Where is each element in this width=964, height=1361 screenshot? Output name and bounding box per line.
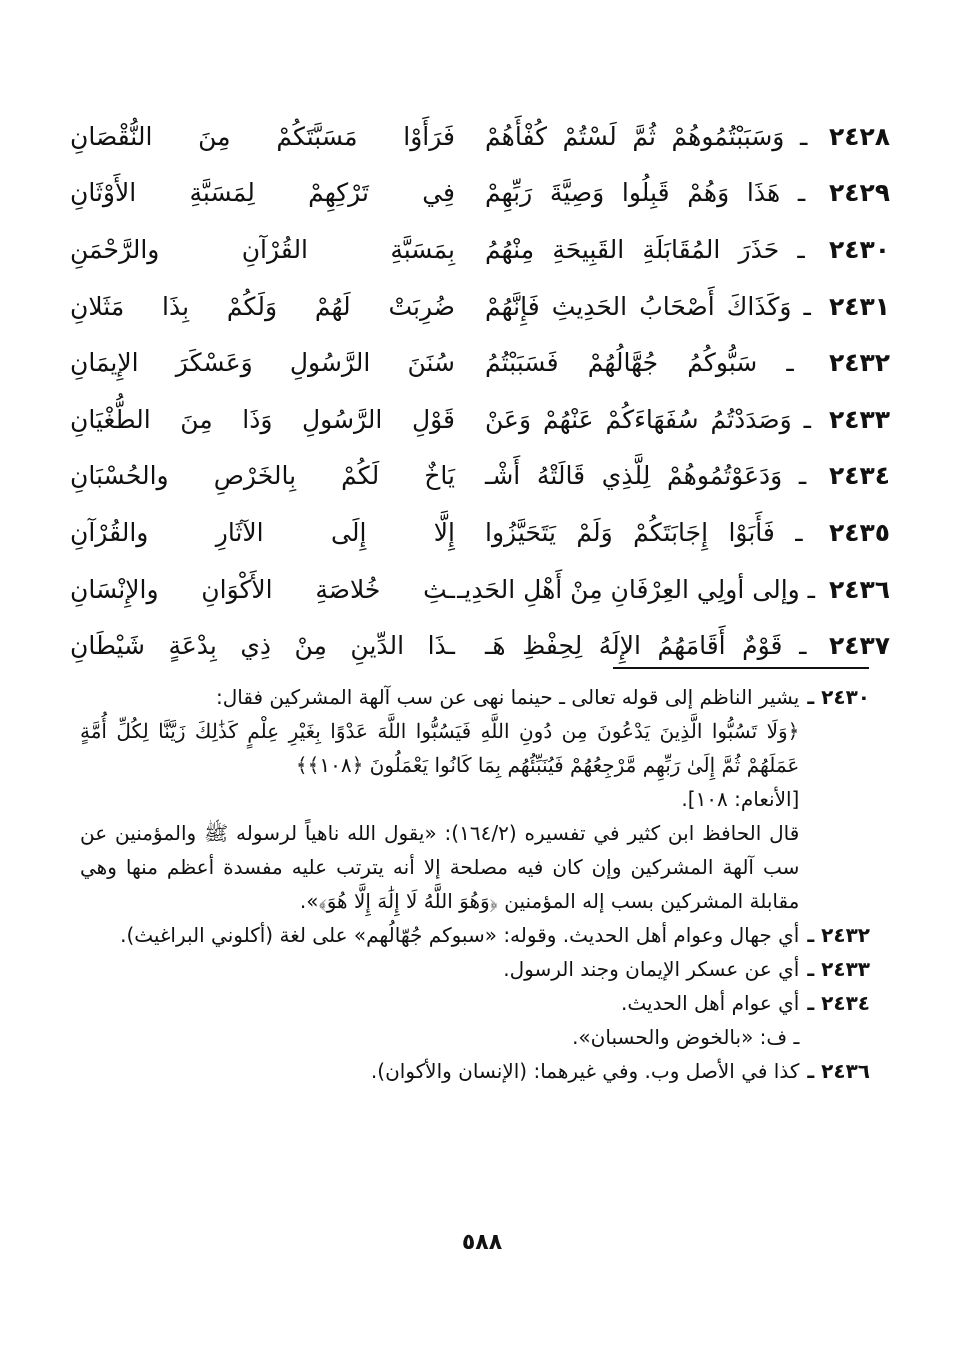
footnote	[80, 952, 870, 986]
second-hemistich: فَرَأَوْا مَسَبَّتَكُمْ مِنَ النُّقْصَانِ	[70, 121, 455, 151]
verse-number: ٢٤٢٨	[828, 121, 890, 151]
first-hemistich-text: وَصَدَدْتُمُ سُفَهَاءَكُمْ عَنْهُمْ وَعَنْ	[485, 404, 792, 434]
footnote-text: قال الحافظ ابن كثير في تفسيره (١٦٤/٢): «يقول الله ناهياً لرسوله ﷺ والمؤمنين عن سب آلهة المشركين وإن كان فيه مصلحة إلا أنه يترتب عليه مفسدة أعظم منها وهي مقابلة المشركين بسب إله المؤمنين ﴿وَهُوَ اللَّهُ لَا إِلَٰهَ إِلَّا هُوَ﴾».	[80, 821, 800, 913]
verse-number: ٢٤٣٢	[828, 348, 890, 378]
first-hemistich-text: وإلى أولِي العِرْفَانِ مِنْ أَهْلِ الحَدِيـ	[457, 574, 800, 604]
verse-line	[70, 504, 890, 561]
footnote-number: ٢٤٣٠ ـ	[807, 685, 870, 709]
second-hemistich: ـذَا الدِّينِ مِنْ ذِي بِدْعَةٍ شَيْطَانِ	[70, 631, 455, 661]
first-hemistich-text: هَذَا وَهُمْ قَبِلُوا وَصِيَّةَ رَبِّهِمْ	[485, 178, 781, 208]
verse-line	[70, 165, 890, 222]
first-hemistich: ٢٤٣٢ ـ سَبُّوكُمُ جُهَّالُهُمْ فَسَبَبْتُمُ	[485, 348, 890, 378]
quran-quote: ﴿وَلَا تَسُبُّوا الَّذِينَ يَدْعُونَ مِن دُونِ اللَّهِ فَيَسُبُّوا اللَّهَ عَدْوًا بِغَيْرِ عِلْمٍ كَذَٰلِكَ زَيَّنَّا لِكُلِّ أُمَّةٍ عَمَلَهُمْ ثُمَّ إِلَىٰ رَبِّهِم مَّرْجِعُهُمْ فَيُنَبِّئُهُم بِمَا كَانُوا يَعْمَلُونَ ﴿١٠٨﴾﴾	[80, 719, 800, 777]
verse-number: ٢٤٣١	[828, 291, 890, 321]
first-hemistich-text: سَبُّوكُمُ جُهَّالُهُمْ فَسَبَبْتُمُ	[485, 348, 758, 378]
first-hemistich: ٢٤٢٩ ـ هَذَا وَهُمْ قَبِلُوا وَصِيَّةَ رَبِّهِمْ	[485, 178, 890, 208]
second-hemistich: يَاخٌ لَكُمْ بِالخَرْصِ والحُسْبَانِ	[70, 461, 455, 491]
footnote-text: يشير الناظم إلى قوله تعالى ـ حينما نهى عن سب آلهة المشركين فقال:	[216, 685, 800, 709]
verse-line	[70, 561, 890, 618]
verse-line	[70, 108, 890, 165]
first-hemistich: ٢٤٣٦ ـ وإلى أولِي العِرْفَانِ مِنْ أَهْلِ الحَدِيـ	[457, 574, 890, 604]
footnote-text: أي عن عسكر الإيمان وجند الرسول.	[503, 957, 800, 981]
footnote	[80, 1054, 870, 1088]
verse-number: ٢٤٣٧	[828, 631, 891, 661]
first-hemistich: ٢٤٣٧ ـ قَوْمٌ أَقَامَهُمُ الإِلَهُ لِحِفْظِ هَـ	[485, 631, 891, 661]
verse-number: ٢٤٣٣	[828, 404, 890, 434]
footnote-separator	[613, 667, 869, 669]
second-hemistich: فِي تَرْكِهِمْ لِمَسَبَّةِ الأَوْثَانِ	[70, 178, 455, 208]
footnote-number: ٢٤٣٤ ـ	[807, 991, 870, 1015]
footnote-text: كذا في الأصل وب. وفي غيرهما: (الإنسان والأكوان).	[370, 1059, 800, 1083]
verse-line	[70, 617, 890, 674]
first-hemistich-text: حَذَرَ المُقَابَلَةِ القَبِيحَةِ مِنْهُمُ	[485, 234, 780, 264]
verse-number: ٢٤٣٠	[828, 234, 891, 264]
second-hemistich: ضُرِبَتْ لَهُمْ وَلَكُمْ بِذَا مَثَلانِ	[70, 291, 455, 321]
first-hemistich-text: وَكَذَاكَ أَصْحَابُ الحَدِيثِ فَإِنَّهُمْ	[485, 291, 792, 321]
verse-number: ٢٤٣٥	[828, 517, 891, 547]
verse-line	[70, 278, 890, 335]
first-hemistich: ٢٤٣١ ـ وَكَذَاكَ أَصْحَابُ الحَدِيثِ فَإِنَّهُمْ	[485, 291, 890, 321]
page-number: ٥٨٨	[461, 1230, 503, 1255]
second-hemistich: سُنَنَ الرَّسُولِ وَعَسْكَرَ الإِيمَانِ	[70, 348, 455, 378]
first-hemistich: ٢٤٣٤ ـ وَدَعَوْتُمُوهُمْ لِلَّذِي قَالَتْهُ أَشْـ	[485, 461, 891, 491]
footnote	[80, 986, 870, 1054]
second-hemistich: بِمَسَبَّةِ القُرْآنِ والرَّحْمَنِ	[70, 234, 455, 264]
footnote	[80, 680, 870, 918]
verse-line	[70, 221, 890, 278]
second-hemistich: ـثِ خُلاصَةِ الأَكْوَانِ والإِنْسَانِ	[70, 574, 455, 604]
poem	[70, 108, 890, 674]
footnotes	[80, 680, 870, 1088]
first-hemistich-text: وَسَبَبْتُمُوهُمْ ثُمَّ لَسْتُمْ كُفْأَهُمْ	[485, 121, 785, 151]
first-hemistich: ٢٤٣٥ ـ فَأَبَوْا إِجَابَتَكُمْ وَلَمْ يَتَحَيَّزُوا	[485, 517, 891, 547]
second-hemistich: قَوْلِ الرَّسُولِ وَذَا مِنَ الطُّغْيَانِ	[70, 404, 455, 434]
verse-line	[70, 334, 890, 391]
first-hemistich: ٢٤٣٠ ـ حَذَرَ المُقَابَلَةِ القَبِيحَةِ مِنْهُمُ	[485, 234, 891, 264]
footnote-number: ٢٤٣٣ ـ	[807, 957, 870, 981]
verse-number: ٢٤٣٦	[828, 574, 890, 604]
footnote-number: ٢٤٣٦ ـ	[807, 1059, 870, 1083]
footnote-text: أي عوام أهل الحديث.	[621, 991, 800, 1015]
verse-number: ٢٤٢٩	[828, 178, 890, 208]
first-hemistich-text: وَدَعَوْتُمُوهُمْ لِلَّذِي قَالَتْهُ أَشْـ	[485, 461, 783, 491]
verse-number: ٢٤٣٤	[828, 461, 891, 491]
first-hemistich: ٢٤٢٨ ـ وَسَبَبْتُمُوهُمْ ثُمَّ لَسْتُمْ كُفْأَهُمْ	[485, 121, 890, 151]
quran-reference: [الأنعام: ١٠٨].	[681, 787, 800, 811]
verse-line	[70, 391, 890, 448]
footnote	[80, 918, 870, 952]
footnote-number: ٢٤٣٢ ـ	[807, 923, 870, 947]
footnote-variant: ـ ف: «بالخوض والحسبان».	[572, 1025, 800, 1049]
first-hemistich-text: قَوْمٌ أَقَامَهُمُ الإِلَهُ لِحِفْظِ هَـ	[485, 631, 783, 661]
footnote-text: أي جهال وعوام أهل الحديث. وقوله: «سبوكم جُهّالُهم» على لغة (أكلوني البراغيث).	[120, 923, 800, 947]
first-hemistich: ٢٤٣٣ ـ وَصَدَدْتُمُ سُفَهَاءَكُمْ عَنْهُمْ وَعَنْ	[485, 404, 890, 434]
first-hemistich-text: فَأَبَوْا إِجَابَتَكُمْ وَلَمْ يَتَحَيَّزُوا	[485, 517, 775, 547]
second-hemistich: إِلَّا إِلَى الآثَارِ والقُرْآنِ	[70, 517, 455, 547]
verse-line	[70, 448, 890, 505]
